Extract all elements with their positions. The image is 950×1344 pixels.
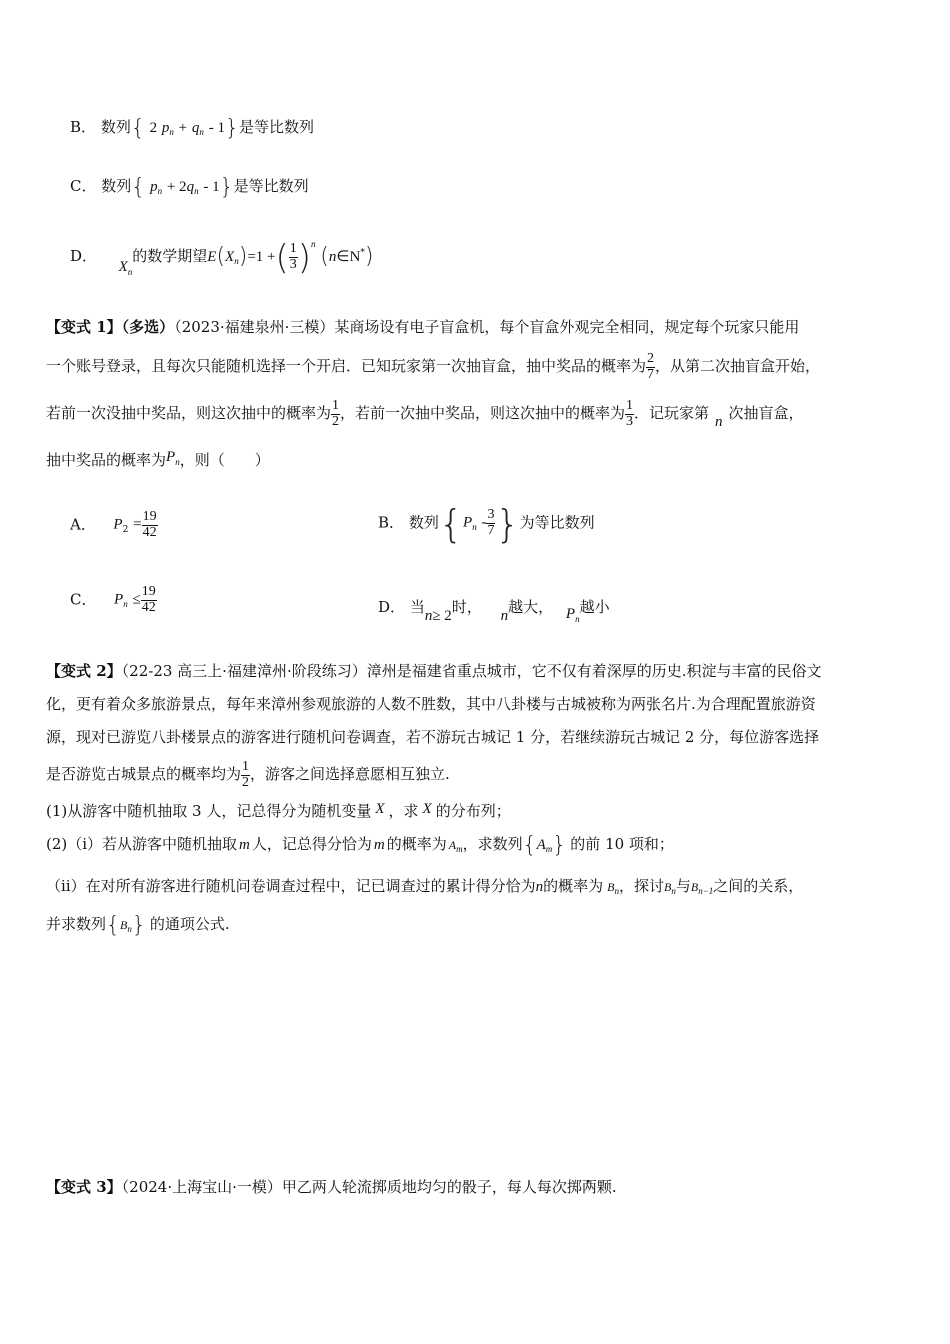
variant-3 bbox=[46, 1171, 910, 1204]
option-c-label: C． bbox=[70, 177, 97, 195]
option-c: C． 数列{ $p_n + 2q_n - 1$}是等比数列 bbox=[70, 175, 309, 200]
variant-2-line-1: 【变式 2】（22-23 高三上·福建漳州·阶段练习）漳州是福建省重点城市，它不仅有着深厚的历史.积淀与丰富的民俗文 bbox=[46, 662, 822, 680]
variant-1-line-4: 抽中奖品的概率为Pn，则（ ） bbox=[46, 449, 270, 469]
v1-option-a: A． $P_2$ = $\frac{19}{42}$ bbox=[70, 509, 157, 540]
v1-option-c: C． $P_n$ ≤ $\frac{19}{42}$ bbox=[70, 584, 156, 615]
fraction-1-3: $\frac{1}{3}$ bbox=[626, 397, 634, 429]
v1-option-d: D． 当n≥ 2时， n越大， $P_n$越小 bbox=[378, 598, 610, 624]
variant-2-question-1: (1)从游客中随机抽取 3 人，记总得分为随机变量 X ，求 X 的分布列； bbox=[46, 801, 511, 820]
fraction-1-2-v2: $\frac{1}{2}$ bbox=[242, 758, 250, 790]
variant-1-line-1: 【变式 1】（多选）（2023·福建泉州·三模）某商场设有电子盲盒机，每个盲盒外观完全相同，规定每个玩家只能用 bbox=[46, 318, 800, 336]
variant-1-tag: 【变式 1】 bbox=[46, 318, 122, 336]
fraction-2-7: $\frac{2}{7}$ bbox=[647, 350, 655, 382]
left-brace: { bbox=[130, 116, 145, 141]
v1-option-b: B． 数列{$P_n$ - $\frac{3}{7}$ }为等比数列 bbox=[378, 502, 595, 546]
variant-2-question-2-ii: （ⅱ）在对所有游客进行随机问卷调查过程中，记已调查过的累计得分恰为n的概率为 $B_n$，探讨$B_n$与$B_{n-1}$之间的关系， bbox=[46, 877, 804, 896]
option-b-label: B． bbox=[70, 118, 97, 136]
right-brace: } bbox=[224, 116, 239, 141]
variant-3-line-1: 【变式 3】（2024·上海宝山·一模）甲乙两人轮流掷质地均匀的骰子，每人每次掷两颗. bbox=[46, 1178, 617, 1196]
variant-1-line-2: 一个账号登录，且每次只能随机选择一个开启．已知玩家第一次抽盲盒，抽中奖品的概率为 $\frac{2}{7}$ ，从第二次抽盲盒开始， bbox=[46, 350, 821, 382]
variant-2 bbox=[46, 655, 910, 946]
variant-2-question-2-i: (2)（ⅰ）若从游客中随机抽取 m 人，记总得分恰为 m 的概率为 $A_m$，求数列$\{A_m\}$ 的前 10 项和； bbox=[46, 833, 674, 858]
fraction-one-third: $\frac{1}{3}$ bbox=[289, 240, 297, 272]
option-d-label: D． bbox=[70, 247, 98, 265]
variant-1 bbox=[46, 311, 910, 479]
option-d: D． $X_n$的数学期望$E(X_n)=1$ +( $\frac{1}{3}$ )$^n$ (n∈N*) bbox=[70, 238, 374, 278]
variant-2-line-2: 化，更有着众多旅游景点，每年来漳州参观旅游的人数不胜数，其中八卦楼与古城被称为两张名片.为合理配置旅游资 bbox=[46, 695, 816, 713]
emphasis-dots: 两颗 bbox=[581, 1178, 612, 1196]
option-b: B． 数列{ 2 $p_n + q_n - 1$}是等比数列 bbox=[70, 116, 314, 141]
variant-2-tag: 【变式 2】 bbox=[46, 662, 122, 680]
variant-2-line-3: 源，现对已游览八卦楼景点的游客进行随机问卷调查，若不游玩古城记 1 分，若继续游玩古城记 2 分，每位游客选择 bbox=[46, 728, 820, 746]
variant-2-line-4: 是否游览古城景点的概率均为 $\frac{1}{2}$ ，游客之间选择意愿相互独立. bbox=[46, 758, 450, 790]
variant-2-question-2-ii-cont: 并求数列$\{B_n\}$ 的通项公式. bbox=[46, 913, 230, 938]
variant-3-tag: 【变式 3】 bbox=[46, 1178, 122, 1196]
variant-1-line-3: 若前一次没抽中奖品，则这次抽中的概率为 $\frac{1}{2}$ ，若前一次抽中奖品，则这次抽中的概率为 $\frac{1}{3}$ ．记玩家第 n 次抽盲盒， bbox=[46, 397, 804, 430]
fraction-1-2: $\frac{1}{2}$ bbox=[332, 397, 340, 429]
